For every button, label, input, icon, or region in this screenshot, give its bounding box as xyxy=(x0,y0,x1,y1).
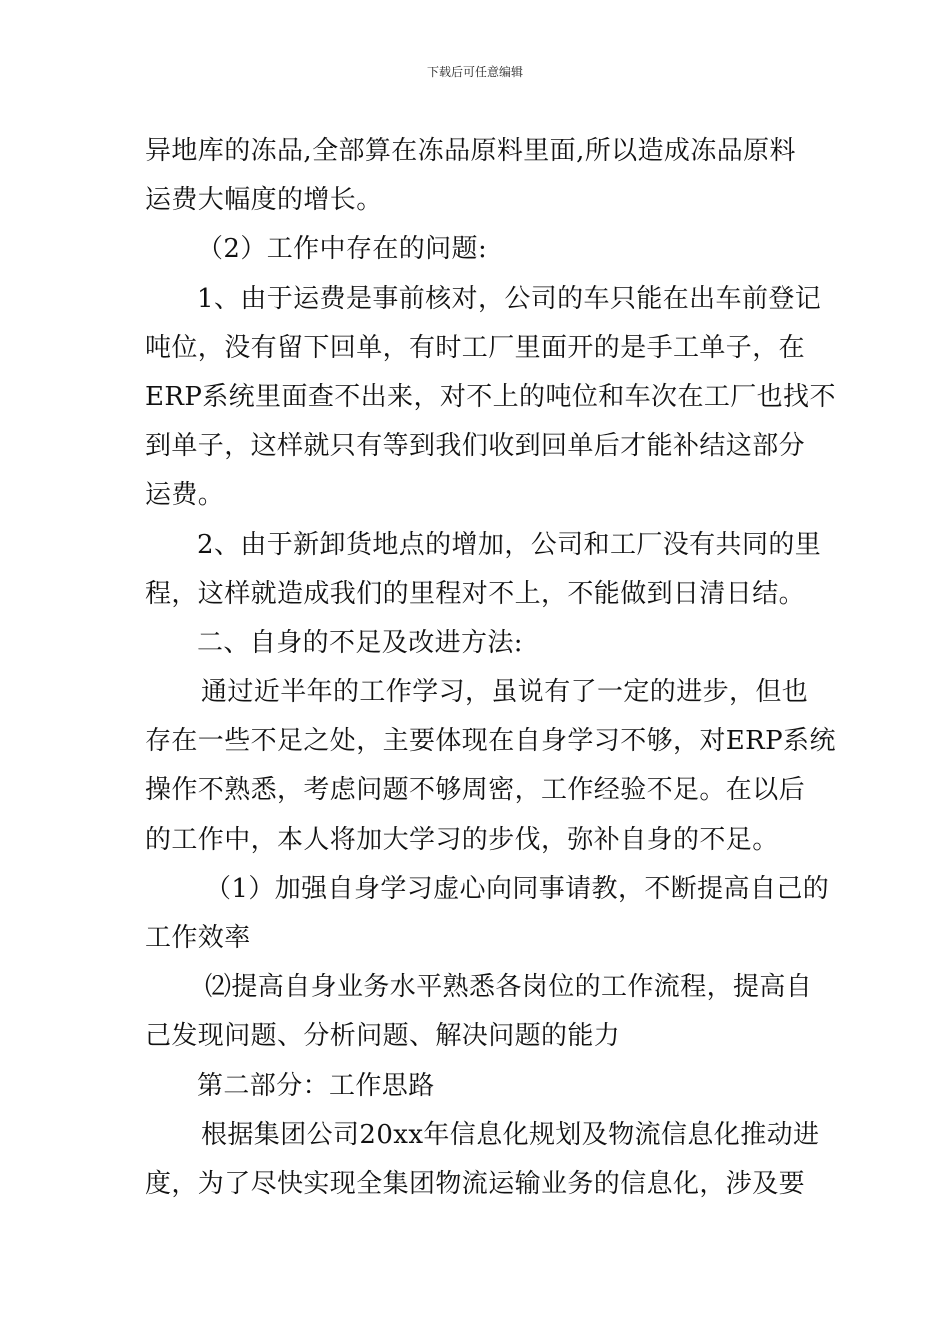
paragraph-start: 2、由于新卸货地点的增加，公司和工厂没有共同的里 xyxy=(197,529,822,560)
paragraph-start: 1、由于运费是事前核对，公司的车只能在出车前登记 xyxy=(197,283,822,314)
text-line: 到单子，这样就只有等到我们收到回单后才能补结这部分 xyxy=(145,431,806,462)
paragraph-start: 通过近半年的工作学习，虽说有了一定的进步，但也 xyxy=(201,677,809,708)
text-line: 运费大幅度的增长。 xyxy=(145,185,383,216)
paragraph-start: ⑵提高自身业务水平熟悉各岗位的工作流程，提高自 xyxy=(205,972,813,1003)
text-line: 的工作中，本人将加大学习的步伐，弥补自身的不足。 xyxy=(145,824,779,855)
paragraph-start: （1）加强自身学习虚心向同事请教，不断提高自己的 xyxy=(205,873,830,904)
section-subheading: （2）工作中存在的问题: xyxy=(197,234,488,265)
paragraph-start: 根据集团公司20xx年信息化规划及物流信息化推动进 xyxy=(201,1119,820,1150)
text-line: 程，这样就造成我们的里程对不上，不能做到日清日结。 xyxy=(145,578,806,609)
text-line: ERP系统里面查不出来，对不上的吨位和车次在工厂也找不 xyxy=(145,381,836,412)
text-line: 运费。 xyxy=(145,480,225,511)
text-line: 吨位，没有留下回单，有时工厂里面开的是手工单子，在 xyxy=(145,332,806,363)
text-line: 操作不熟悉，考虑问题不够周密，工作经验不足。在以后 xyxy=(145,775,806,806)
text-line: 己发现问题、分析问题、解决问题的能力 xyxy=(145,1021,621,1052)
text-line: 工作效率 xyxy=(145,923,251,953)
document-body xyxy=(145,127,836,1209)
text-line: 异地库的冻品,全部算在冻品原料里面,所以造成冻品原料 xyxy=(145,136,796,166)
page-header: 下载后可任意编辑 xyxy=(426,65,523,79)
section-heading: 第二部分：工作思路 xyxy=(197,1070,435,1101)
text-line: 存在一些不足之处，主要体现在自身学习不够，对ERP系统 xyxy=(145,726,836,757)
text-line: 度，为了尽快实现全集团物流运输业务的信息化，涉及要 xyxy=(145,1168,806,1199)
section-heading: 二、自身的不足及改进方法: xyxy=(197,627,523,658)
